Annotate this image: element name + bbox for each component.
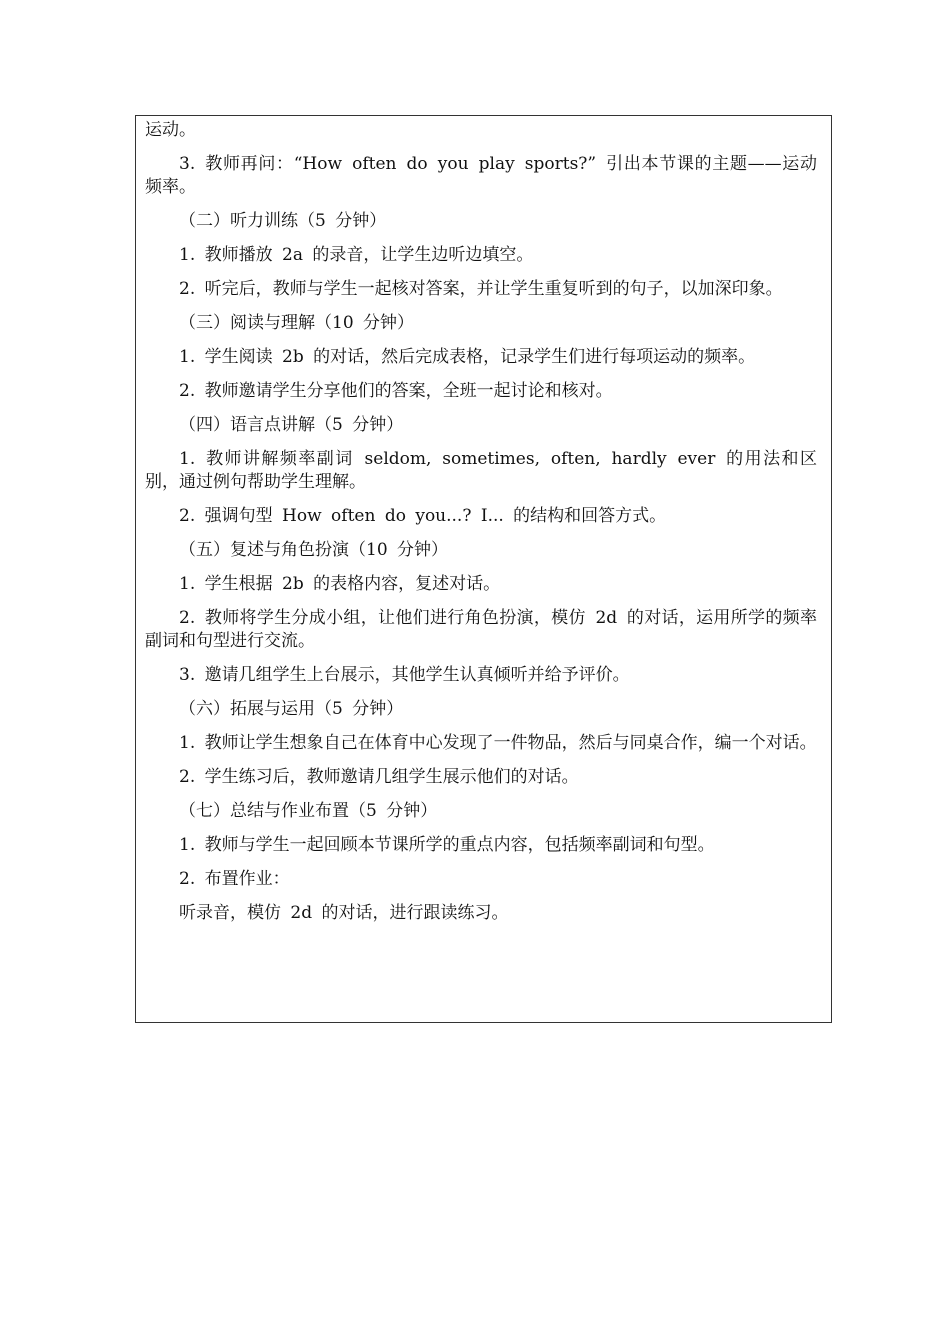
section-heading-extension: （六）拓展与运用（5 分钟）: [179, 699, 404, 719]
section-heading-reading: （三）阅读与理解（10 分钟）: [179, 313, 415, 333]
paragraph-step: 2. 听完后，教师与学生一起核对答案，并让学生重复听到的句子，以加深印象。: [179, 279, 783, 299]
paragraph-step: 3. 教师再问：“How often do you play sports?” 引出本节课的主题——运动频率。: [145, 154, 817, 197]
paragraph-step: 1. 学生阅读 2b 的对话，然后完成表格，记录学生们进行每项运动的频率。: [179, 347, 756, 367]
section-heading-summary-homework: （七）总结与作业布置（5 分钟）: [179, 801, 438, 821]
paragraph-step: 1. 学生根据 2b 的表格内容，复述对话。: [179, 574, 501, 594]
paragraph-step: 1. 教师播放 2a 的录音，让学生边听边填空。: [179, 245, 534, 265]
section-heading-listening: （二）听力训练（5 分钟）: [179, 211, 387, 231]
lesson-steps-content: [145, 119, 817, 936]
paragraph-step: 3. 邀请几组学生上台展示，其他学生认真倾听并给予评价。: [179, 665, 630, 685]
paragraph-step: 2. 布置作业：: [179, 869, 290, 889]
paragraph-step: 2. 学生练习后，教师邀请几组学生展示他们的对话。: [179, 767, 579, 787]
section-heading-language-points: （四）语言点讲解（5 分钟）: [179, 415, 404, 435]
paragraph-step: 2. 教师将学生分成小组，让他们进行角色扮演，模仿 2d 的对话，运用所学的频率副词和句型进行交流。: [145, 608, 817, 651]
lesson-plan-table-cell: [135, 115, 832, 1023]
paragraph-step: 1. 教师与学生一起回顾本节课所学的重点内容，包括频率副词和句型。: [179, 835, 715, 855]
paragraph-step: 2. 教师邀请学生分享他们的答案，全班一起讨论和核对。: [179, 381, 613, 401]
paragraph-step: 1. 教师让学生想象自己在体育中心发现了一件物品，然后与同桌合作，编一个对话。: [179, 733, 817, 753]
paragraph-step: 1. 教师讲解频率副词 seldom, sometimes, often, hardly ever 的用法和区别，通过例句帮助学生理解。: [145, 449, 817, 492]
paragraph-continuation: 运动。: [145, 120, 196, 140]
section-heading-role-play: （五）复述与角色扮演（10 分钟）: [179, 540, 449, 560]
paragraph-homework: 听录音，模仿 2d 的对话，进行跟读练习。: [179, 903, 509, 923]
paragraph-step: 2. 强调句型 How often do you...? I... 的结构和回答方式。: [179, 506, 667, 526]
